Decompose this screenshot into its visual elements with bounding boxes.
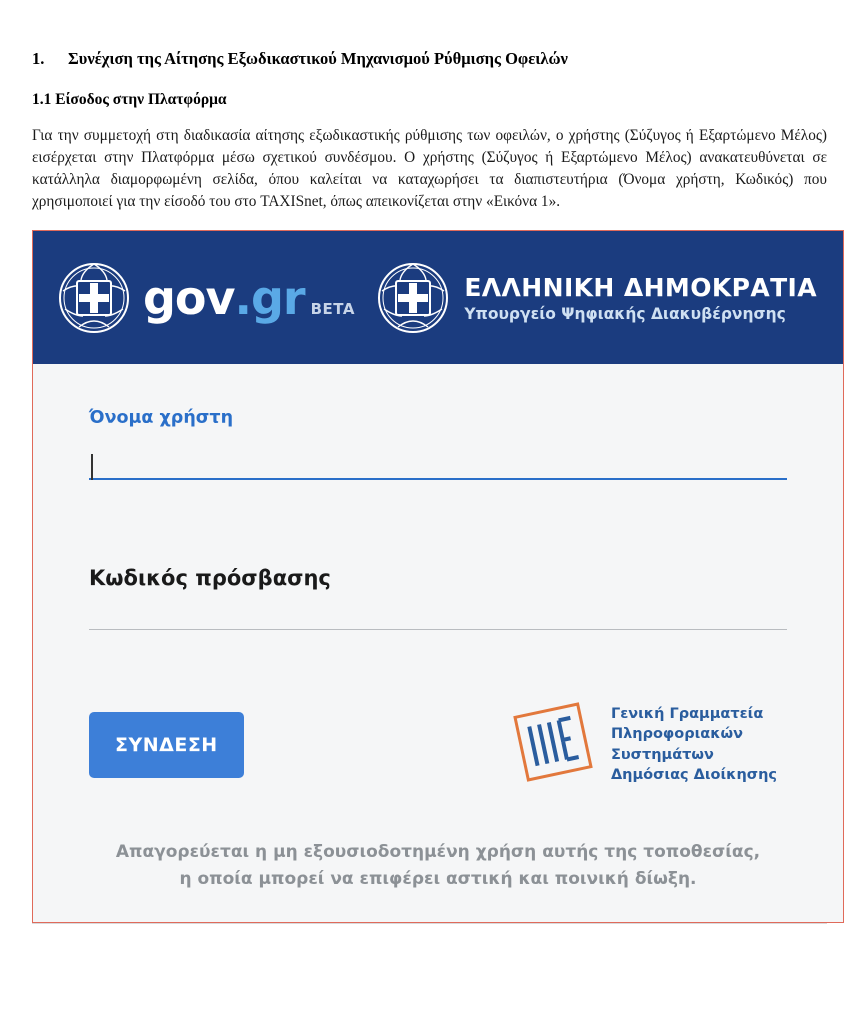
login-screenshot-figure [32, 230, 844, 923]
gsis-text [611, 704, 777, 786]
login-submit-button[interactable]: ΣΥΝΔΕΣΗ [89, 712, 244, 778]
username-label: Όνομα χρήστη [89, 408, 234, 429]
republic-text [464, 272, 817, 325]
wordmark-gov: gov [143, 270, 235, 325]
gsis-line-2: Πληροφοριακών [610, 726, 744, 743]
gsis-line-4: Δημόσιας Διοίκησης [610, 767, 777, 784]
republic-subtitle: Υπουργείο Ψηφιακής Διακυβέρνησης [464, 304, 786, 323]
gsis-line-3: Συστημάτων [610, 746, 714, 763]
republic-title: ΕΛΛΗΝΙΚΗ ΔΗΜΟΚΡΑΤΙΑ [464, 272, 817, 302]
govgr-brand [57, 261, 355, 335]
wordmark-beta: BETA [310, 299, 355, 318]
heading-text: Συνέχιση της Αίτησης Εξωδικαστικού Μηχανισμού Ρύθμισης Οφειλών [68, 49, 568, 68]
username-field-wrap [89, 446, 787, 480]
govgr-wordmark [143, 271, 355, 325]
body-paragraph: Για την συμμετοχή στη διαδικασία αίτησης εξωδικαστικής ρύθμισης των οφειλών, ο χρήστης (Σύζυγος ή Εξαρτώμενο Μέλος) εισέρχεται στην Πλατφόρμα μέσω σχετικού συνδέσμου. Ο χρήστης (Σύζυγος ή Εξαρτώμενο Μέλος) ανακατευθύνεται σε κατάλληλα διαμορφωμένη σελίδα, όπου καλείται να καταχωρήσει τα διαπιστευτήρια (Όνομα χρήστη, Κωδικός) που χρησιμοποιεί για την είσοδό του στο TAXISnet, όπως απεικονίζεται στην «Εικόνα 1». [32, 127, 827, 210]
login-form [33, 364, 843, 922]
greek-republic-emblem-icon [57, 261, 131, 335]
username-input[interactable] [89, 446, 787, 480]
page-bottom-strip [32, 923, 827, 962]
login-actions [89, 696, 787, 793]
govgr-header [33, 231, 843, 364]
heading-number: 1. [32, 49, 45, 68]
gsis-logo-icon [507, 696, 599, 793]
password-label: Κωδικός πρόσβασης [89, 566, 331, 591]
disclaimer-line-2: η οποία μπορεί να επιφέρει αστική και ποινική δίωξη. [179, 868, 697, 889]
usage-disclaimer [89, 793, 787, 922]
password-input[interactable] [89, 610, 787, 630]
gsis-line-1: Γενική Γραμματεία [610, 705, 764, 722]
gsis-logo [507, 696, 777, 793]
disclaimer-line-1: Απαγορεύεται η μη εξουσιοδοτημένη χρήση αυτής της τοποθεσίας, [115, 842, 761, 863]
republic-brand [376, 261, 817, 335]
greek-republic-emblem-icon [376, 261, 450, 335]
section-subheading: 1.1 Είσοδος στην Πλατφόρμα [32, 91, 227, 109]
wordmark-gr: .gr [234, 270, 305, 325]
field-spacer [89, 480, 787, 566]
page-title [32, 48, 827, 69]
